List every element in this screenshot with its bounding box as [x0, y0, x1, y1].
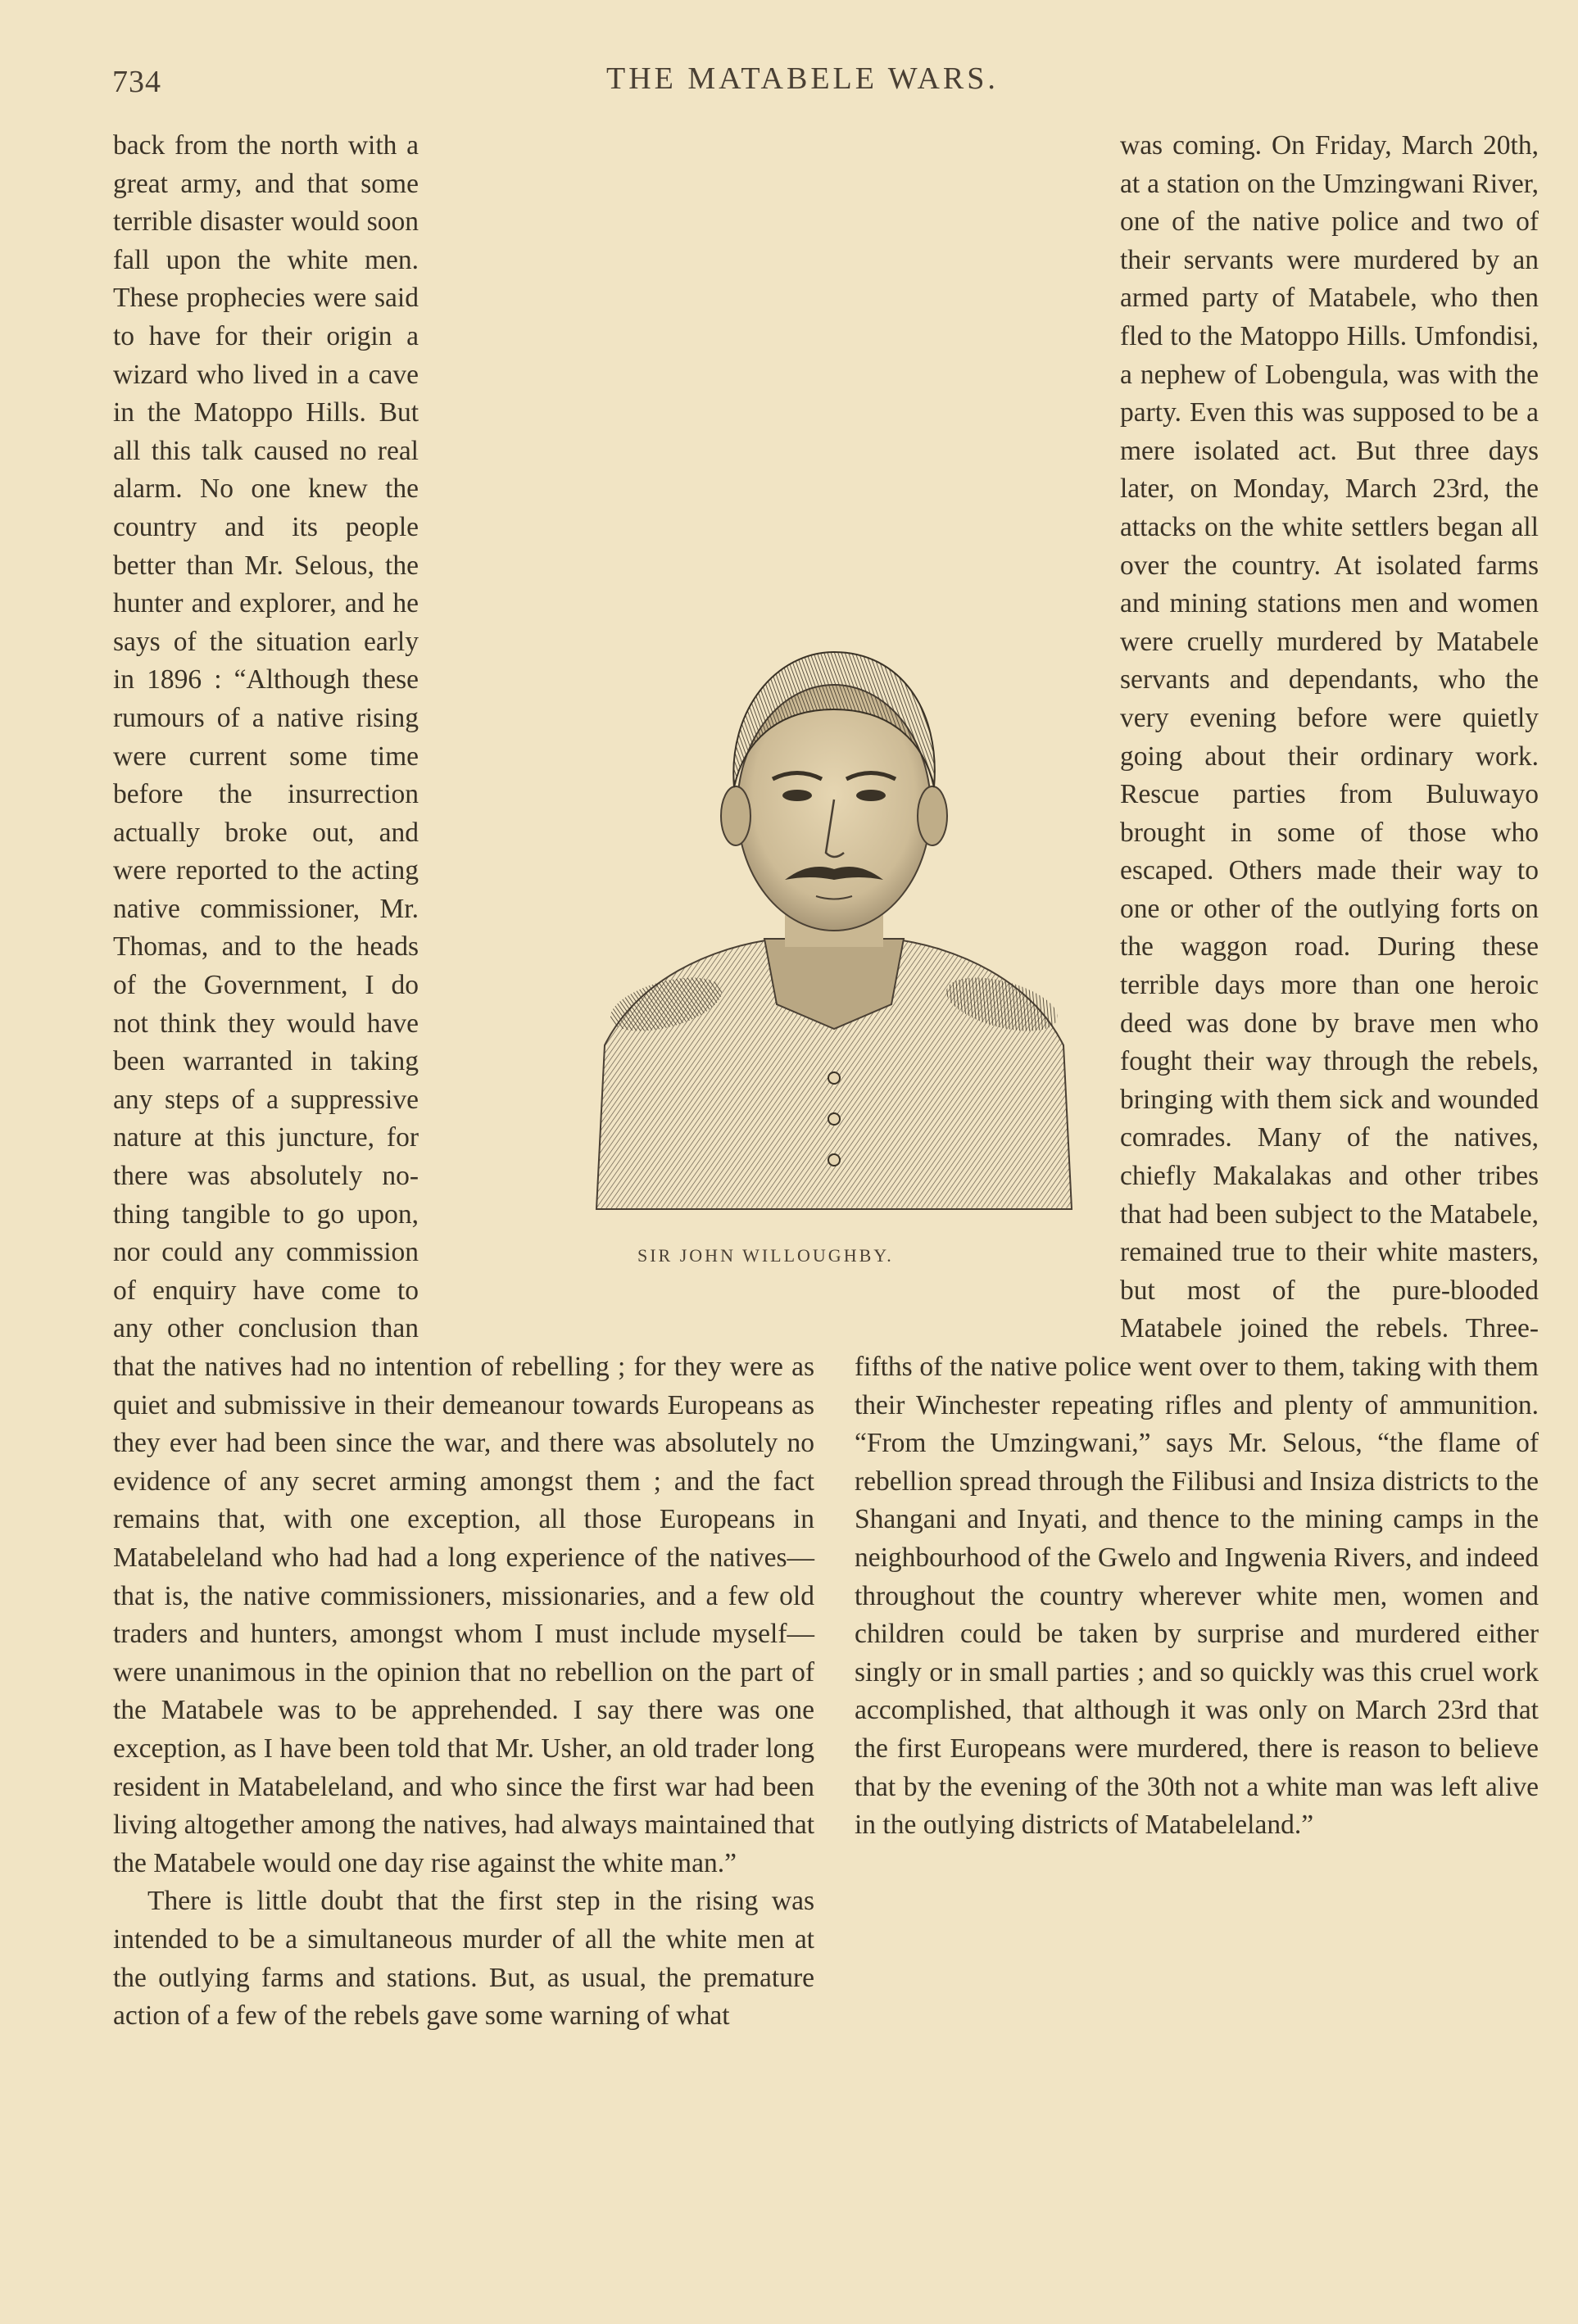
left-paragraph-1: back from the north with a great army, and that some terrible disaster would soon fall upon the white men. These prophecies were said to have for their origin a wizard who lived in a cave in the Matoppo Hills. But all this talk caused no real alarm. No one knew the country and its people better than Mr. Selous, the hunter and explorer, and he says of the situation early in 1896 : “Although these rumours of a native rising were current some time before the insurrection actually broke out, and were reported to the acting native commissioner, Mr. Thomas, and to the heads of the Government, I do not think they would have been warranted in taking any steps of a suppressive nature at this juncture, for there was absolutely nothing tangible to go upon, nor could any commission of enquiry have come to any other conclusion than that the natives had no intention of rebelling ; for they were as quiet and submissive in their demeanour towards Europeans as they ever had been since the war, and there was absolutely no evidence of any secret arming amongst them ; and the fact remains that, with one exception, all those Europeans in Matabeleland who had had a long experience of the natives—that is, the native commissioners, missionaries, and a few old traders and hunters, amongst whom I must include myself—were unanimous in the opinion that no rebellion on the part of the Matabele was to be apprehended. I say there was one exception, as I have been told that Mr. Usher, an old trader long resident in Matabeleland, and who since the first war had been living altogether among the natives, had always maintained that the Matabele would one day rise against the white man.” [113, 130, 814, 1878]
portrait-engraving [588, 619, 1080, 1225]
figure-caption: SIR JOHN WILLOUGHBY. [637, 1245, 894, 1266]
left-paragraph-2: There is little doubt that the first step in the rising was intended to be a simultaneous murder of all the white men at the outlying farms and stations. But, as usual, the premature action of a few of the rebels gave some warning of what [113, 1886, 814, 2032]
page-number: 734 [112, 65, 161, 99]
right-paragraph-1: was coming. On Friday, March 20th, at a station on the Umzingwani River, one of the native police and two of their servants were murdered by an armed party of Matabele, who then fled to the Matoppo Hills. Umfondisi, a nephew of Lobengula, was with the party. Even this was supposed to be a mere isolated act. But three days later, on Monday, March 23rd, the attacks on the white settlers began all over the country. At isolated farms and mining stations men and women were cruelly murdered by Matabele servants and dependants, who the very evening before were quietly going about their ordinary work. Rescue parties from Buluwayo brought in some of those who escaped. Others made their way to one or other of the outlying forts on the waggon road. During these terrible days more than one heroic deed was done by brave men who fought their way through the rebels, bringing with them sick and wounded comrades. Many of the natives, chiefly Makalakas and other tribes that had been subject to the Matabele, remained true to their white masters, but most of the pure-blooded Matabele joined the rebels. Three-fifths of the native police went over to them, taking with them their Winchester repeating rifles and plenty of ammunition. “From the Umzingwani,” says Mr. Selous, “the flame of rebellion spread through the Filibusi and Insiza districts to the Shangani and Inyati, and thence to the mining camps in the neighbourhood of the Gwelo and Ingwenia Rivers, and indeed throughout the country wherever white men, women and children could be taken by surprise and murdered either singly or in small parties ; and so quickly was this cruel work accomplished, that although it was only on March 23rd that the first Europeans were murdered, there is reason to believe that by the evening of the 30th not a white man was left alive in the outlying districts of Matabeleland.” [855, 130, 1539, 1841]
portrait-figure [580, 619, 1090, 1266]
running-title: THE MATABELE WARS. [606, 61, 999, 96]
